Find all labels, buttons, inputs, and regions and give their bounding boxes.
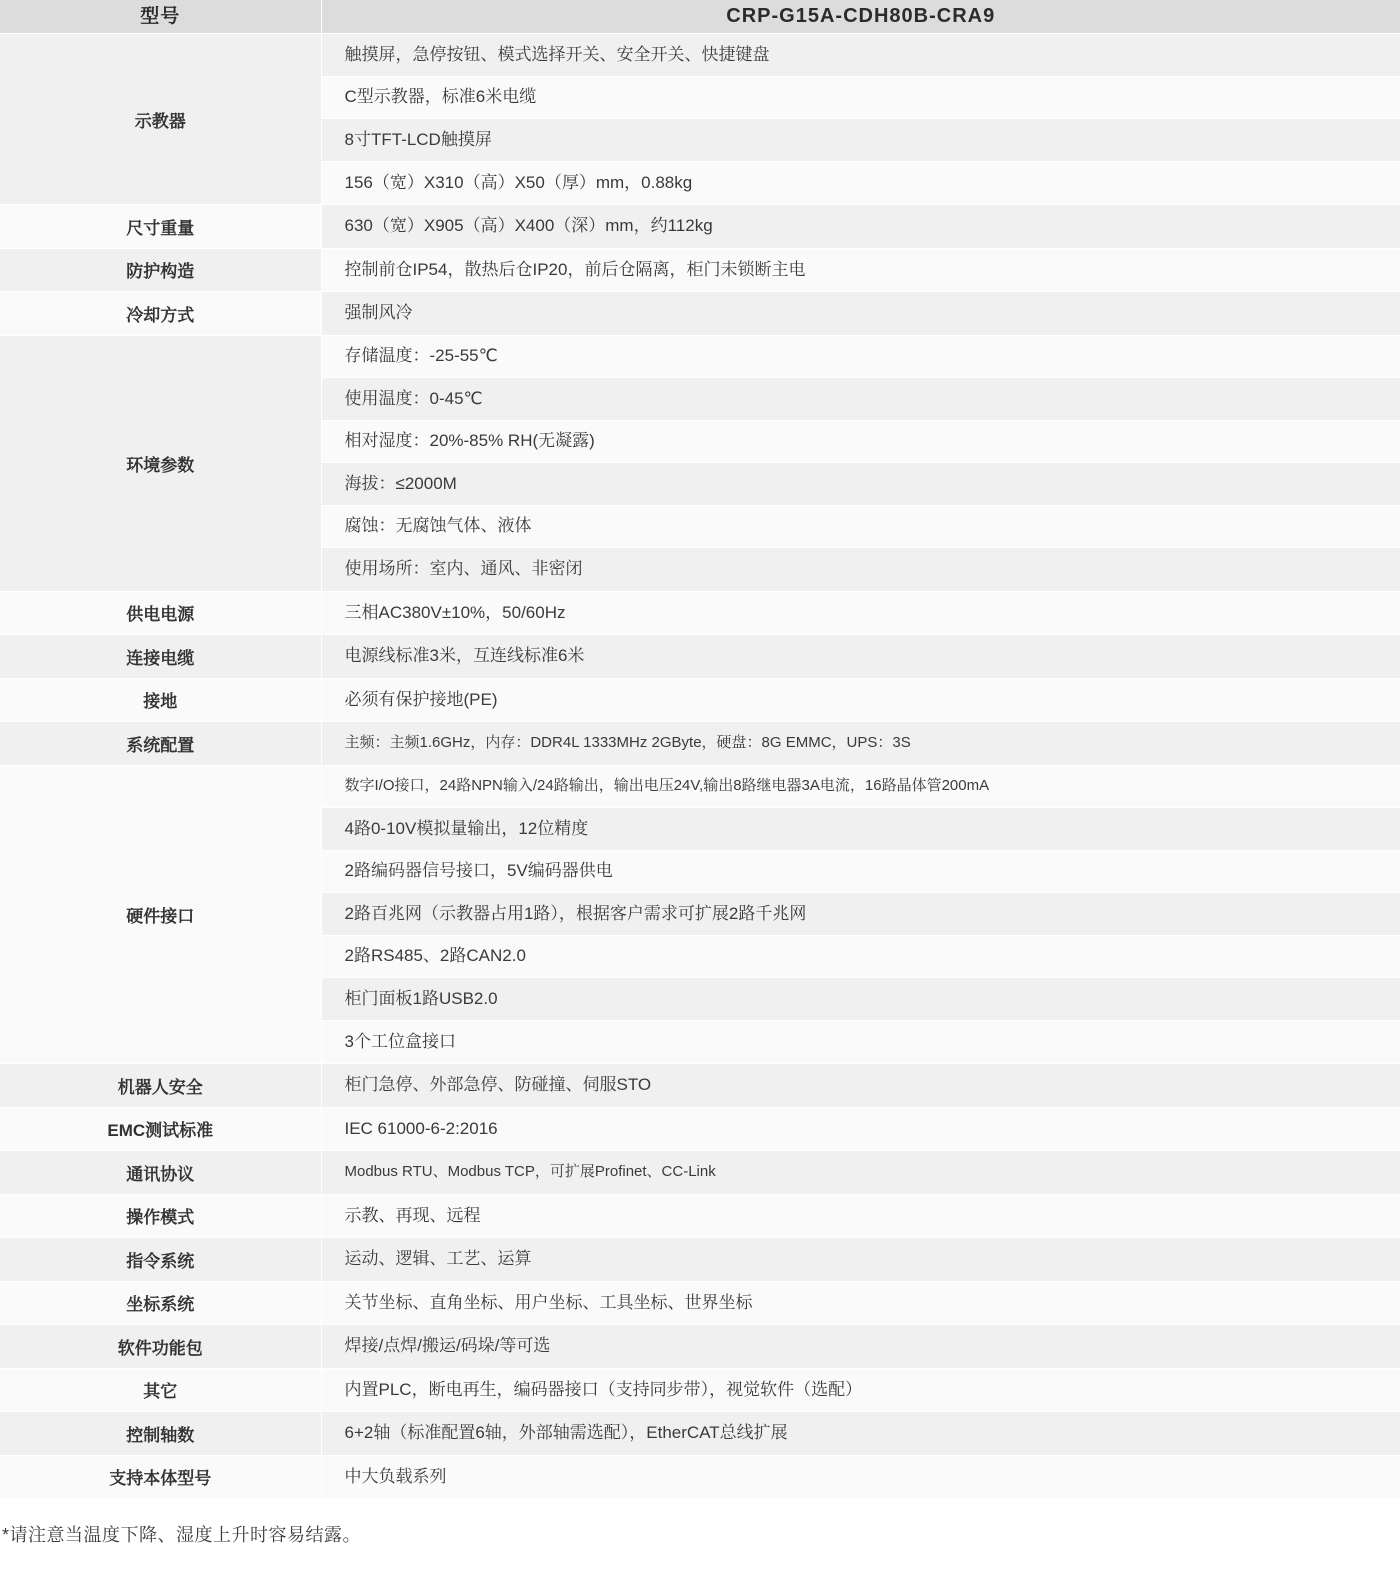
row-label: 软件功能包	[0, 1325, 321, 1369]
row-value	[321, 292, 1400, 336]
row-value	[321, 1064, 1400, 1108]
row-value	[321, 1151, 1400, 1195]
row-value	[321, 34, 1400, 205]
table-row	[0, 1455, 1400, 1499]
value-line: 4路0-10V模拟量输出，12位精度	[322, 808, 1400, 851]
header-cell-model-value: CRP-G15A-CDH80B-CRA9	[321, 0, 1400, 34]
row-label: 控制轴数	[0, 1412, 321, 1456]
table-row	[0, 1064, 1400, 1108]
row-value	[321, 1412, 1400, 1456]
row-value	[321, 248, 1400, 292]
value-line: 必须有保护接地(PE)	[322, 679, 1400, 722]
row-label: 机器人安全	[0, 1064, 321, 1108]
value-line: 6+2轴（标准配置6轴，外部轴需选配），EtherCAT总线扩展	[322, 1412, 1400, 1455]
value-line: 使用温度：0-45℃	[322, 378, 1400, 421]
row-label: 接地	[0, 678, 321, 722]
table-row	[0, 248, 1400, 292]
row-value	[321, 1194, 1400, 1238]
value-line: 控制前仓IP54，散热后仓IP20，前后仓隔离，柜门未锁断主电	[322, 249, 1400, 292]
value-line: 156（宽）X310（高）X50（厚）mm，0.88kg	[322, 162, 1400, 205]
value-line: 柜门急停、外部急停、防碰撞、伺服STO	[322, 1064, 1400, 1107]
row-value	[321, 635, 1400, 679]
table-row	[0, 205, 1400, 249]
value-line: 腐蚀：无腐蚀气体、液体	[322, 506, 1400, 549]
row-value	[321, 591, 1400, 635]
value-line: 主频：主频1.6GHz，内存：DDR4L 1333MHz 2GByte，硬盘：8G EMMC，UPS：3S	[322, 722, 1400, 765]
table-row	[0, 591, 1400, 635]
row-label: 硬件接口	[0, 765, 321, 1064]
value-line: 使用场所：室内、通风、非密闭	[322, 548, 1400, 591]
table-row	[0, 292, 1400, 336]
row-value	[321, 1107, 1400, 1151]
table-row	[0, 1107, 1400, 1151]
row-value	[321, 722, 1400, 766]
table-row	[0, 722, 1400, 766]
row-label: 示教器	[0, 34, 321, 205]
table-header	[0, 0, 1400, 34]
row-label: 供电电源	[0, 591, 321, 635]
row-label: 防护构造	[0, 248, 321, 292]
table-row	[0, 765, 1400, 1064]
row-label: 冷却方式	[0, 292, 321, 336]
table-row	[0, 335, 1400, 591]
value-line: 触摸屏，急停按钮、模式选择开关、安全开关、快捷键盘	[322, 34, 1400, 77]
table-header-row	[0, 0, 1400, 34]
row-label: 指令系统	[0, 1238, 321, 1282]
footnote: *请注意当温度下降、湿度上升时容易结露。	[2, 1525, 362, 1545]
value-line: 2路编码器信号接口，5V编码器供电	[322, 851, 1400, 894]
header-cell-model-label: 型号	[0, 0, 321, 34]
row-label: 操作模式	[0, 1194, 321, 1238]
row-label: 系统配置	[0, 722, 321, 766]
row-label: 其它	[0, 1368, 321, 1412]
table-row	[0, 1325, 1400, 1369]
value-line: IEC 61000-6-2:2016	[322, 1108, 1400, 1151]
row-label: EMC测试标准	[0, 1107, 321, 1151]
value-line: 电源线标准3米，互连线标准6米	[322, 635, 1400, 678]
row-value	[321, 1281, 1400, 1325]
row-value	[321, 678, 1400, 722]
row-value	[321, 1238, 1400, 1282]
value-line: 中大负载系列	[322, 1456, 1400, 1499]
row-value	[321, 205, 1400, 249]
value-line: 2路RS485、2路CAN2.0	[322, 936, 1400, 979]
row-label: 通讯协议	[0, 1151, 321, 1195]
value-line: 3个工位盒接口	[322, 1021, 1400, 1064]
row-value	[321, 335, 1400, 591]
value-line: 海拔：≤2000M	[322, 463, 1400, 506]
table-row	[0, 1368, 1400, 1412]
value-line: 关节坐标、直角坐标、用户坐标、工具坐标、世界坐标	[322, 1282, 1400, 1325]
row-label: 支持本体型号	[0, 1455, 321, 1499]
value-line: 存储温度：-25-55℃	[322, 336, 1400, 379]
table-row	[0, 34, 1400, 205]
row-value	[321, 1455, 1400, 1499]
value-line: 8寸TFT-LCD触摸屏	[322, 119, 1400, 162]
table-row	[0, 1281, 1400, 1325]
table-row	[0, 1238, 1400, 1282]
row-label: 坐标系统	[0, 1281, 321, 1325]
value-line: C型示教器，标准6米电缆	[322, 77, 1400, 120]
table-row	[0, 678, 1400, 722]
table-row	[0, 1194, 1400, 1238]
value-line: 柜门面板1路USB2.0	[322, 978, 1400, 1021]
table-row	[0, 1151, 1400, 1195]
row-label: 尺寸重量	[0, 205, 321, 249]
value-line: Modbus RTU、Modbus TCP，可扩展Profinet、CC-Link	[322, 1151, 1400, 1194]
table-row	[0, 635, 1400, 679]
row-value	[321, 1325, 1400, 1369]
value-line: 三相AC380V±10%，50/60Hz	[322, 592, 1400, 635]
value-line: 焊接/点焊/搬运/码垛/等可选	[322, 1325, 1400, 1368]
value-line: 内置PLC，断电再生，编码器接口（支持同步带），视觉软件（选配）	[322, 1369, 1400, 1412]
value-line: 630（宽）X905（高）X400（深）mm，约112kg	[322, 205, 1400, 248]
row-value	[321, 1368, 1400, 1412]
value-line: 数字I/O接口，24路NPN输入/24路输出，输出电压24V,输出8路继电器3A电流，16路晶体管200mA	[322, 766, 1400, 809]
row-label: 环境参数	[0, 335, 321, 591]
value-line: 示教、再现、远程	[322, 1195, 1400, 1238]
table-row	[0, 1412, 1400, 1456]
row-value	[321, 765, 1400, 1064]
row-label: 连接电缆	[0, 635, 321, 679]
value-line: 2路百兆网（示教器占用1路），根据客户需求可扩展2路千兆网	[322, 893, 1400, 936]
value-line: 相对湿度：20%-85% RH(无凝露)	[322, 421, 1400, 464]
value-line: 运动、逻辑、工艺、运算	[322, 1238, 1400, 1281]
value-line: 强制风冷	[322, 292, 1400, 335]
table-body	[0, 34, 1400, 1499]
